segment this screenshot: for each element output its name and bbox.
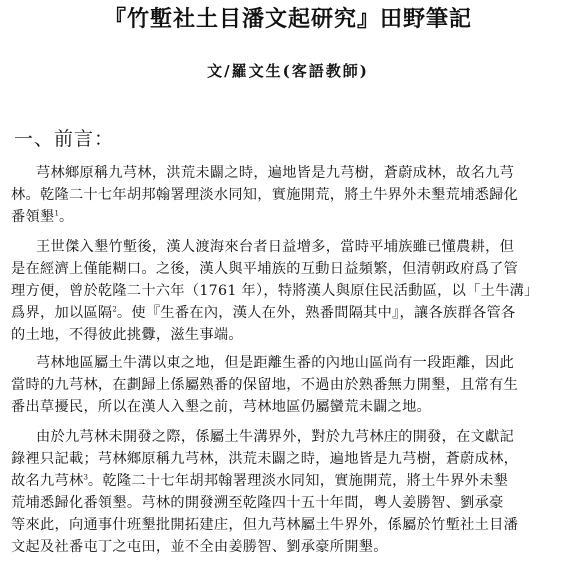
section-heading: 一、前言： [14,128,115,150]
text-line: 是在經濟上僅能糊口。之後，漢人與平埔族的互動日益頻繁，但清朝政府爲了管 [11,261,519,277]
text-line: 芎林地區屬土牛溝以東之地，但是距離生番的內地山區尚有一段距離，因此 [36,355,515,371]
line-text: 。乾隆二十七年胡邦翰署理淡水同知，實施開荒，將土牛界外未墾 [87,473,509,489]
text-line [11,470,508,492]
text-line [11,302,515,324]
line-text: 番領墾 [11,209,55,225]
text-line: 理方便，曾於乾隆二十六年（1761 年），特將漢人與原住民活動區，以「土牛溝」 [11,283,539,299]
text-line: 林。乾隆二十七年胡邦翰署理淡水同知，實施開荒，將土牛界外未墾荒埔悉歸化 [11,187,519,203]
text-line: 番出草擾民，所以在漢人入墾之前，芎林地區仍屬蠻荒未闢之地。 [11,399,432,415]
author-byline: 文/羅文生(客語教師) [207,62,369,80]
document-title: 『竹塹社土目潘文起研究』田野筆記 [103,6,472,32]
text-line: 的土地，不得彼此挑釁，滋生事端。 [11,327,243,343]
text-line: 當時的九芎林，在劃歸上係屬熟番的保留地，不過由於熟番無力開墾，且常有生 [11,377,519,393]
footnote-marker: 1 [54,209,59,218]
text-line: 荒埔悉歸化番領墾。芎林的開發溯至乾隆四十五十年間，粵人姜勝智、劉承豪 [11,495,504,511]
text-line: 文起及社番屯丁之屯田，並不全由姜勝智、劉承豪所開墾。 [11,539,388,555]
text-line: 芎林鄉原稱九芎林，洪荒未闢之時，遍地皆是九芎樹，蒼蔚成林，故名九芎 [36,165,515,181]
text-line [11,206,73,228]
text-line: 錄裡只記載；芎林鄉原稱九芎林，洪荒未闢之時，遍地皆是九芎樹，蒼蔚成林， [11,451,519,467]
line-text: 。 [58,209,74,225]
line-text: 。使『生番在內，漢人在外，熟番間隔其中』，讓各族群各管各 [116,305,516,321]
line-text: 爲界，加以區隔 [11,305,113,321]
line-text: 故名九芎林 [11,473,84,489]
footnote-marker: 2 [112,305,117,314]
text-line: 由於九芎林未開發之際，係屬土牛溝界外，對於九芎林庄的開發，在文獻記 [36,429,515,445]
text-line: 等來此，向通事什班墾批開拓建庄，但九芎林屬土牛界外，係屬於竹塹社土目潘 [11,517,519,533]
footnote-marker: 3 [83,473,88,482]
text-line: 王世傑入墾竹塹後，漢人渡海來台者日益增多，當時平埔族雖已懂農耕，但 [36,239,515,255]
